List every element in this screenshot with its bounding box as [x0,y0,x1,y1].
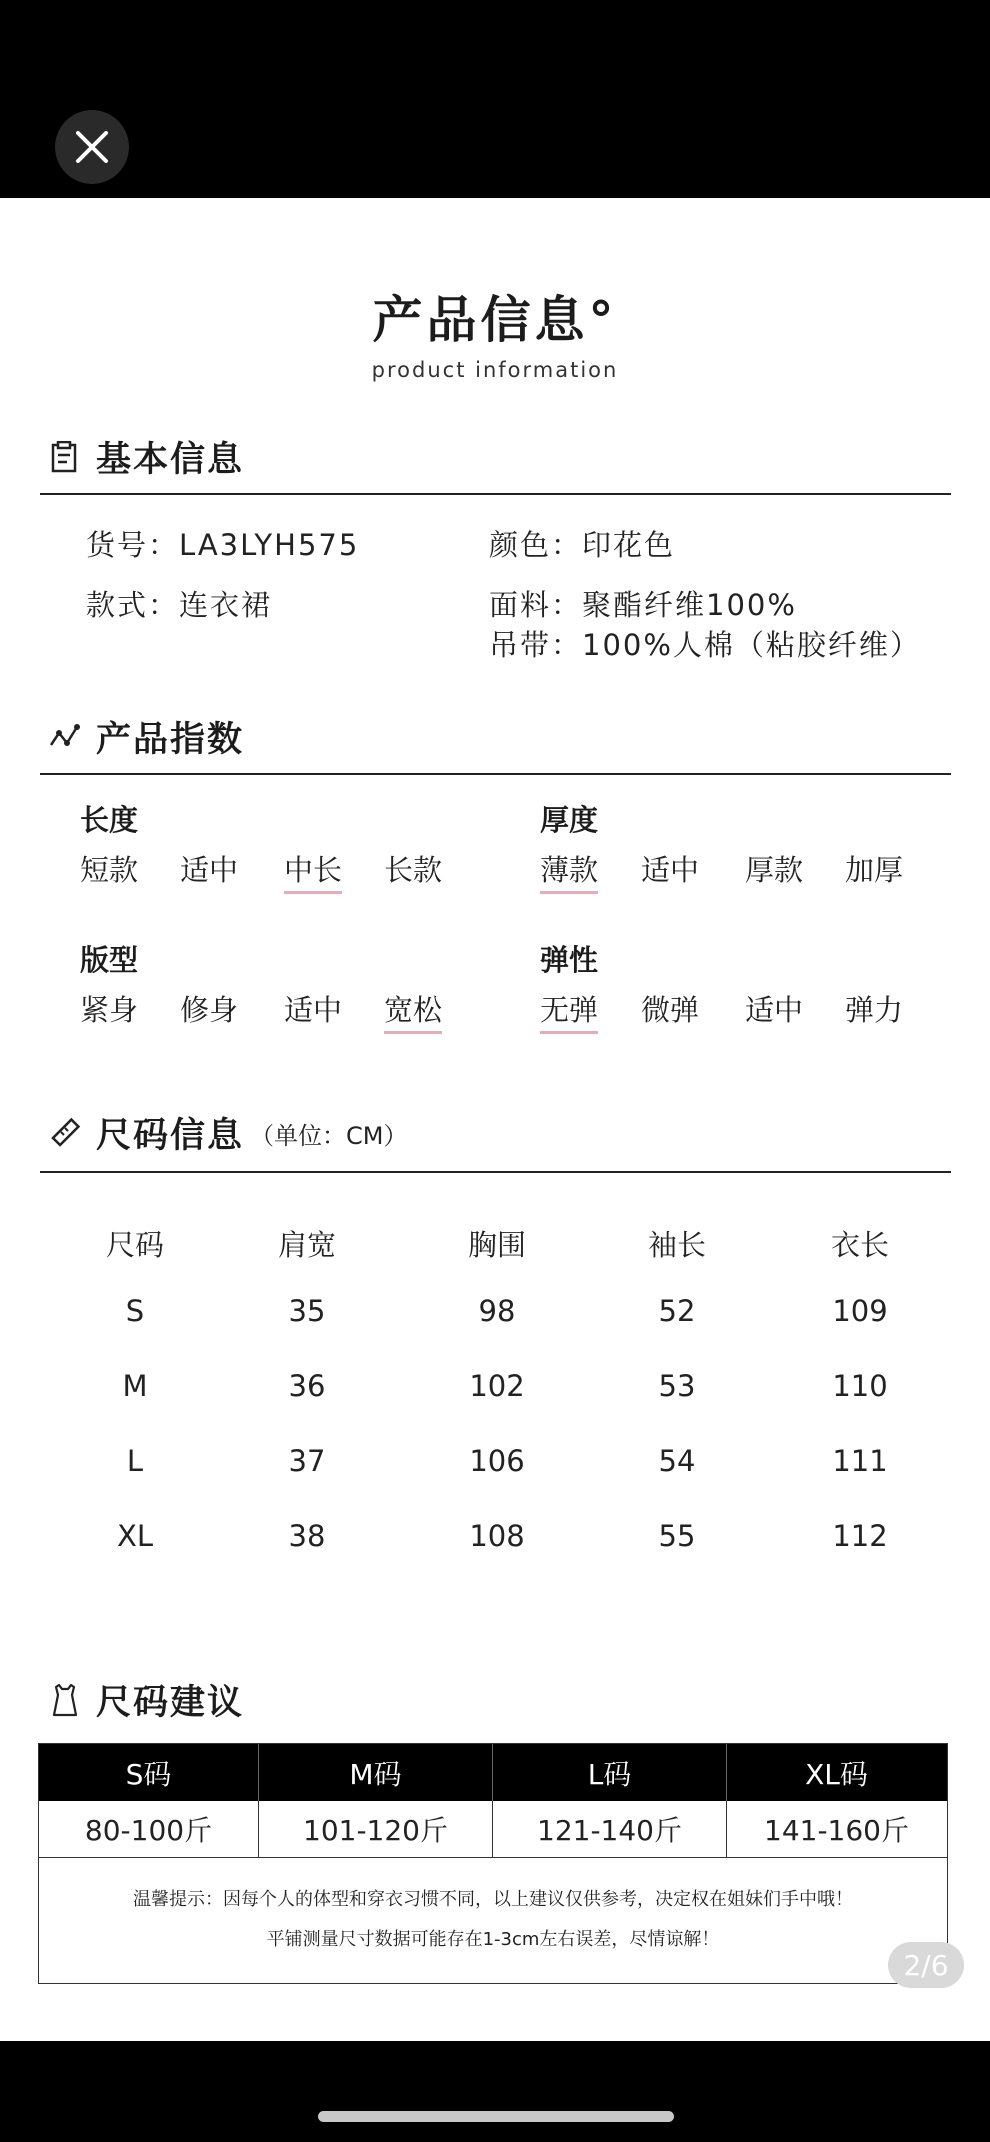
strap-value: 吊带：100%人棉（粘胶纤维） [489,628,921,662]
size-cell: 53 [658,1369,696,1403]
trend-icon [48,720,82,754]
size-info-heading [48,1108,407,1158]
style-value: 款式：连衣裙 [86,588,273,622]
size-col-header: 胸围 [467,1228,526,1262]
index-option: 弹力 [845,993,904,1027]
size-cell: 106 [469,1444,525,1478]
fabric-value: 面料：聚酯纤维100% [489,588,797,622]
index-label-elasticity: 弹性 [540,943,599,977]
advice-size-header: XL码 [805,1757,868,1791]
basic-info-heading [48,432,244,482]
color-value: 颜色：印花色 [489,528,676,562]
size-col-header: 肩宽 [277,1228,336,1262]
index-option: 紧身 [80,993,139,1027]
divider [40,493,951,495]
advice-weight: 101-120斤 [259,1801,493,1857]
index-option: 长款 [384,853,443,887]
close-button[interactable] [55,110,129,184]
size-cell: 38 [288,1519,326,1553]
size-col-header: 尺码 [105,1228,164,1262]
home-indicator[interactable] [318,2111,674,2122]
divider [40,1171,951,1173]
clipboard-icon [48,440,82,474]
dress-icon [48,1683,82,1717]
index-option: 短款 [80,853,139,887]
basic-info-title: 基本信息 [96,440,245,480]
product-index-title: 产品指数 [96,720,245,760]
advice-size-header: M码 [259,1744,493,1801]
size-cell: 109 [832,1294,888,1328]
size-cell: 110 [832,1369,888,1403]
index-option-selected: 无弹 [540,988,598,1034]
page-indicator: 2/6 [888,1942,964,1988]
size-advice-heading [48,1675,244,1725]
size-cell: 108 [469,1519,525,1553]
size-col-header: 袖长 [647,1228,706,1262]
note-line: 平铺测量尺寸数据可能存在1-3cm左右误差，尽情谅解！ [266,1929,720,1950]
size-cell: 98 [478,1294,516,1328]
size-cell: L [126,1444,144,1478]
advice-weight: 141-160斤 [764,1814,909,1847]
size-cell: 55 [658,1519,696,1553]
viewer-top-bar [0,0,990,198]
size-info-unit: （单位：CM） [250,1121,408,1150]
index-option: 适中 [745,993,804,1027]
index-option: 厚款 [745,853,804,887]
size-cell: M [122,1369,148,1403]
item-number: 货号：LA3LYH575 [86,528,360,562]
index-option: 加厚 [845,853,904,887]
divider [40,773,951,775]
advice-weight: 80-100斤 [39,1801,259,1857]
size-advice-title: 尺码建议 [96,1683,245,1723]
size-cell: 35 [288,1294,326,1328]
size-cell: S [125,1294,145,1328]
index-option: 微弹 [641,993,700,1027]
close-icon [72,127,112,167]
index-label-length: 长度 [80,803,139,837]
index-option: 适中 [284,993,343,1027]
index-label-fit: 版型 [80,943,139,977]
size-advice-header-row [39,1744,947,1801]
size-cell: 54 [658,1444,696,1478]
page-title: 产品信息° [372,291,618,349]
index-option: 修身 [180,993,239,1027]
size-cell: 36 [288,1369,326,1403]
advice-size-header: L码 [493,1744,727,1801]
index-label-thickness: 厚度 [540,803,599,837]
note-line: 温馨提示：因每个人的体型和穿衣习惯不同，以上建议仅供参考，决定权在姐妹们手中哦！ [133,1889,853,1910]
index-option: 适中 [641,853,700,887]
advice-size-header: S码 [39,1744,259,1801]
index-option-selected: 中长 [284,848,342,894]
index-option: 适中 [180,853,239,887]
product-detail-image [0,198,990,2041]
ruler-icon [48,1116,82,1150]
advice-weight: 121-140斤 [493,1801,727,1857]
size-cell: 37 [288,1444,326,1478]
size-advice-weight-row [39,1801,947,1858]
index-option-selected: 宽松 [384,988,442,1034]
size-col-header: 衣长 [830,1228,889,1262]
size-cell: 102 [469,1369,525,1403]
size-cell: 112 [832,1519,888,1553]
index-option-selected: 薄款 [540,848,598,894]
size-cell: 111 [832,1444,888,1478]
size-advice-table [38,1743,948,1984]
product-index-heading [48,712,244,762]
size-cell: XL [116,1519,154,1553]
size-cell: 52 [658,1294,696,1328]
size-advice-note [39,1858,947,1960]
page-subtitle: product information [371,358,619,382]
size-info-title: 尺码信息 [96,1116,245,1156]
